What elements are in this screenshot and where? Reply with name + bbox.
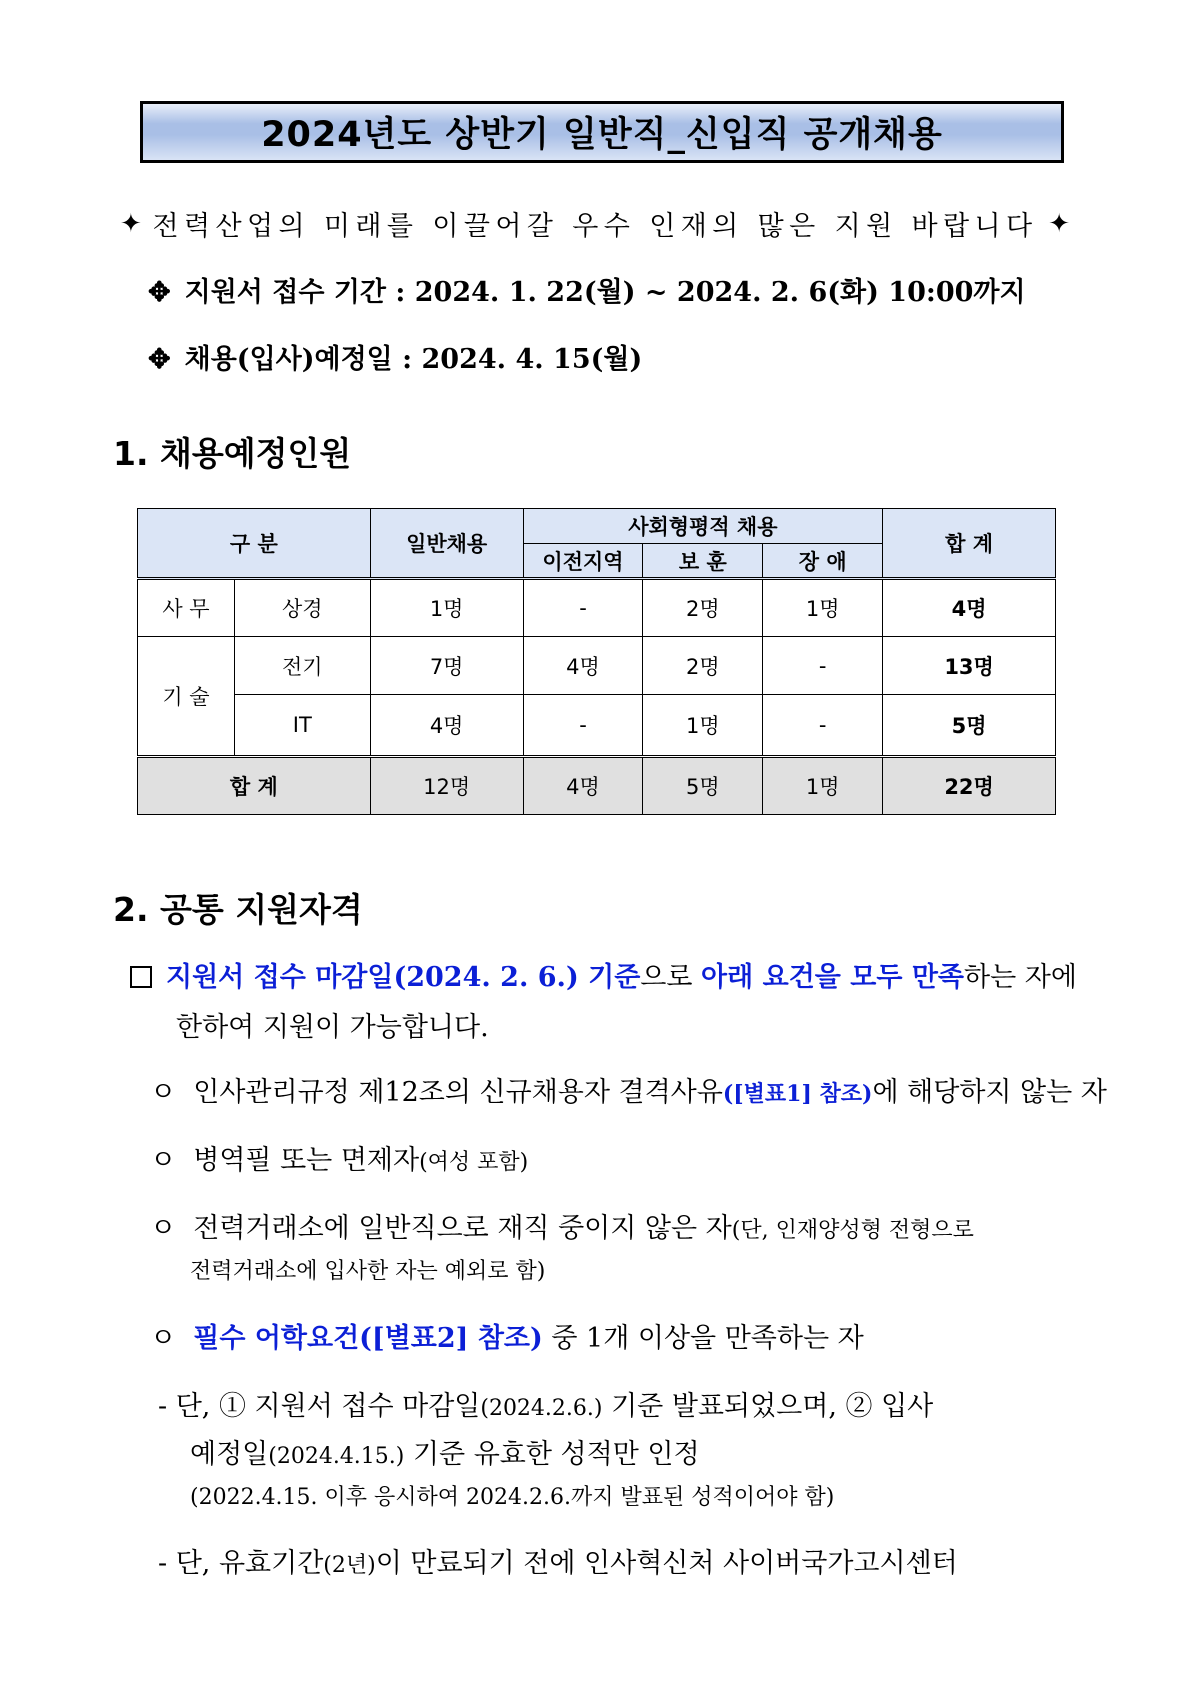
sub-item: [158, 1384, 933, 1423]
item-text: 병역필 또는 면제자: [193, 1145, 420, 1176]
list-item: [150, 1316, 864, 1355]
page-title: 2024년도 상반기 일반직_신입직 공개채용: [261, 115, 943, 155]
header-general: 일반채용: [370, 509, 523, 579]
checkbox-icon: [130, 966, 152, 988]
list-item: [150, 1070, 1107, 1109]
bullet-circle-icon: ㅇ: [150, 1145, 177, 1176]
bullet-circle-icon: ㅇ: [150, 1077, 177, 1108]
header-social: 사회형평적 채용: [523, 509, 883, 544]
item-note: (단, 인재양성형 전형으로: [731, 1218, 974, 1243]
star-right-icon: ✦: [1048, 208, 1070, 239]
intro-highlight-requirements: 아래 요건을 모두 만족: [701, 962, 964, 993]
cell-disabled: 1명: [763, 757, 883, 815]
sub-item-text-end: 기준 발표되었으며, ② 입사: [602, 1391, 934, 1422]
cell-relocation: 4명: [523, 757, 643, 815]
item-text: 중 1개 이상을 만족하는 자: [542, 1323, 864, 1354]
title-banner: [140, 101, 1064, 163]
cell-total-label: 합 계: [138, 757, 371, 815]
star-left-icon: ✦: [120, 208, 142, 239]
header-total: 합 계: [883, 509, 1056, 579]
item-text: 인사관리규정 제12조의 신규채용자 결격사유: [193, 1077, 723, 1108]
info-text: 채용(입사)예정일 : 2024. 4. 15(월): [184, 344, 643, 375]
cell-general: 12명: [370, 757, 523, 815]
list-item: [150, 1206, 974, 1245]
sub-item-text: 예정일: [190, 1439, 269, 1470]
table-row: [138, 695, 1056, 757]
cell-field: 상경: [234, 579, 370, 637]
sub-item: [158, 1541, 958, 1580]
cell-general: 7명: [370, 637, 523, 695]
sub-item-date: (2024.4.15.): [268, 1444, 405, 1469]
intro-text: 으로: [640, 962, 702, 993]
cell-total: 4명: [883, 579, 1056, 637]
info-text: 지원서 접수 기간 : 2024. 1. 22(월) ~ 2024. 2. 6(화) 10:00까지: [184, 277, 1026, 308]
section2-heading: 2. 공통 지원자격: [113, 890, 363, 929]
header-relocation: 이전지역: [523, 544, 643, 579]
cell-relocation: -: [523, 695, 643, 757]
item-text-end: 에 해당하지 않는 자: [872, 1077, 1107, 1108]
cell-field: 전기: [234, 637, 370, 695]
bullet-circle-icon: ㅇ: [150, 1323, 177, 1354]
cell-group: 기 술: [138, 637, 235, 757]
list-item: [150, 1138, 528, 1177]
table-row: [138, 579, 1056, 637]
slogan: [120, 204, 1070, 243]
eligibility-intro: [130, 955, 1077, 994]
cell-general: 1명: [370, 579, 523, 637]
cell-total: 5명: [883, 695, 1056, 757]
cell-general: 4명: [370, 695, 523, 757]
sub-item-line2: [190, 1432, 700, 1471]
item-note-line2: 전력거래소에 입사한 자는 예외로 함): [190, 1259, 546, 1284]
cell-veteran: 1명: [643, 695, 763, 757]
cell-veteran: 2명: [643, 637, 763, 695]
cell-relocation: 4명: [523, 637, 643, 695]
item-text: 전력거래소에 일반직으로 재직 중이지 않은 자: [193, 1213, 732, 1244]
cell-field: IT: [234, 695, 370, 757]
cell-relocation: -: [523, 579, 643, 637]
cross-ornament-icon: ✥: [148, 277, 171, 308]
sub-item-period: (2년): [323, 1553, 376, 1578]
recruitment-table: [137, 508, 1056, 815]
sub-item-text-end: 이 만료되기 전에 인사혁신처 사이버국가고시센터: [375, 1548, 958, 1579]
item-note: (여성 포함): [419, 1150, 529, 1175]
table-row: [138, 637, 1056, 695]
intro-text-end: 하는 자에: [963, 962, 1077, 993]
bullet-circle-icon: ㅇ: [150, 1213, 177, 1244]
cell-grand-total: 22명: [883, 757, 1056, 815]
info-application-period: [148, 270, 1026, 309]
cross-ornament-icon: ✥: [148, 344, 171, 375]
header-veteran: 보 훈: [643, 544, 763, 579]
cell-disabled: -: [763, 695, 883, 757]
cell-total: 13명: [883, 637, 1056, 695]
section1-heading: 1. 채용예정인원: [113, 434, 352, 473]
cell-veteran: 5명: [643, 757, 763, 815]
sub-item-text: - 단, 유효기간: [158, 1548, 324, 1579]
item-reference: ([별표1] 참조): [722, 1081, 873, 1107]
intro-highlight-deadline: 지원서 접수 마감일(2024. 2. 6.) 기준: [166, 962, 641, 993]
eligibility-intro-line2: 한하여 지원이 가능합니다.: [176, 1012, 489, 1043]
table-total-row: [138, 757, 1056, 815]
sub-item-note: (2022.4.15. 이후 응시하여 2024.2.6.까지 발표된 성적이어야 함): [190, 1485, 835, 1510]
sub-item-date: (2024.2.6.): [480, 1396, 603, 1421]
cell-disabled: -: [763, 637, 883, 695]
sub-item-text-end: 기준 유효한 성적만 인정: [404, 1439, 700, 1470]
table-header-row: [138, 509, 1056, 544]
header-category: 구 분: [138, 509, 371, 579]
sub-item-text: - 단, ① 지원서 접수 마감일: [158, 1391, 481, 1422]
cell-disabled: 1명: [763, 579, 883, 637]
cell-veteran: 2명: [643, 579, 763, 637]
header-disabled: 장 애: [763, 544, 883, 579]
cell-group: 사 무: [138, 579, 235, 637]
info-start-date: [148, 337, 642, 376]
slogan-text: 전력산업의 미래를 이끌어갈 우수 인재의 많은 지원 바랍니다: [152, 211, 1038, 242]
item-highlight: 필수 어학요건([별표2] 참조): [193, 1323, 543, 1354]
